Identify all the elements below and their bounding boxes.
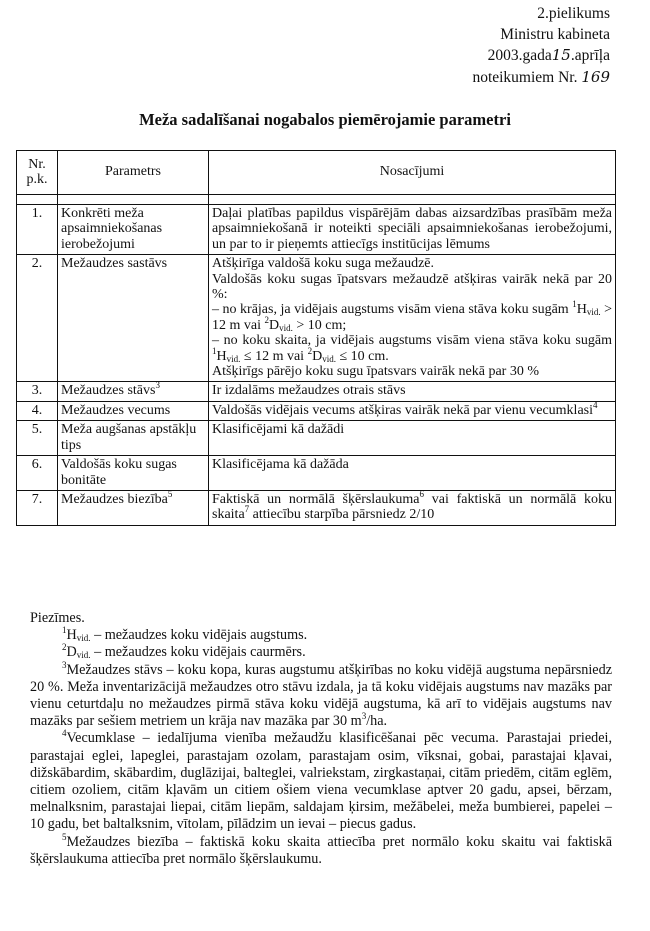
header-parameter: Parametrs (58, 151, 209, 195)
regulation-number: noteikumiem Nr. 169 (472, 67, 610, 86)
table-header-row (17, 151, 616, 195)
footnote-2: $^2D_{vid.}$ – mežaudzes koku vidējais caurmērs. (62, 642, 306, 661)
footnote-1: $^1H_{vid.}$ – mežaudzes koku vidējais augstums. (62, 625, 308, 644)
annex-header (472, 4, 610, 88)
header-nr: Nr. p.k. (17, 151, 58, 195)
table-spacer-row (17, 195, 616, 205)
table-row: 1. Konkrēti meža apsaimniekošanas ierobežojumi Daļai platības papildus vispārējām dabas aizsardzības prasībām meža apsaimniekošanā ir noteikti speciāli apsaimniekošanas ierobežojumi, un par to ir pieņemts attiecīgs institūcijas lēmums (17, 205, 616, 255)
table-row: 2. Mežaudzes sastāvs Atšķirīga valdošā koku suga mežaudzē. Valdošās koku sugas īpatsvars mežaudzē atšķiras vairāk nekā par 20 %: – no krājas, ja vidējais augstums visām viena stāva koku sugām $^1H_{vid.} > 12$ m vai $^2D_{vid.} > 10$ cm; – no koku skaita, ja vidējais augstums visām viena stāva koku sugām $^1H_{vid.} \le 12$ m vai $^2D_{vid.} \le 10$ cm. Atšķirīgs pārējo koku sugu īpatsvars vairāk nekā par 30 % (17, 255, 616, 382)
parameters-table (16, 150, 616, 526)
handwritten-number: 169 (581, 67, 610, 86)
issuer: Ministru kabineta (500, 25, 610, 43)
notes-heading: Piezīmes. (30, 610, 85, 626)
table-row: 4. Mežaudzes vecums Valdošās vidējais vecums atšķiras vairāk nekā par vienu vecumklasi$^4$ (17, 401, 616, 420)
table-row: 5. Meža augšanas apstākļu tips Klasificējami kā dažādi (17, 421, 616, 456)
header-notes: Nosacījumi (209, 151, 616, 195)
handwritten-day: 15 (551, 46, 571, 64)
document-title: Meža sadalīšanai nogabalos piemērojamie parametri (139, 110, 511, 129)
footnotes (30, 610, 612, 868)
annex-number: 2.pielikums (537, 5, 610, 22)
table-row: 6. Valdošās koku sugas bonitāte Klasificējama kā dažāda (17, 456, 616, 491)
footnote-4: $^4$Vecumklase – iedalījuma vienība mežaudžu klasificēšanai pēc vecuma. Parastajai priedei, parastajai eglei, lapeglei, parastajam ozolam, parastajam osim, vīksnai, gobai, parastajai kļavai, dižskābardim, skābardim, duglāzijai, balteglei, valriekstam, zirgkastaņai, citām priedēm, citām eglēm, citiem ozoliem, citām kļavām un citiem ošiem viena vecumklase aptver 20 gadu, apsei, bērzam, melnalksnim, parastajai liepai, citām liepām, saldajam ķirsim, mežābelei, meža bumbierei, papelei – 10 gadu, bet baltalksnim, vītolam, pīlādzim un ievai – piecus gadus. (30, 728, 612, 833)
regulation-date: 2003.gada15.aprīļa (487, 46, 610, 64)
footnote-5: $^5$Mežaudzes biezība – faktiskā koku skaita attiecība pret normālo koku skaitu vai faktiskā šķērslaukuma attiecība pret normālo šķērslaukumu. (30, 831, 612, 867)
table-row: 7. Mežaudzes biezība$^5$ Faktiskā un normālā šķērslaukuma$^6$ vai faktiskā un normālā koku skaita$^7$ attiecību starpība pārsniedz 2/10 (17, 490, 616, 525)
table-row: 3. Mežaudzes stāvs$^3$ Ir izdalāms mežaudzes otrais stāvs (17, 382, 616, 401)
footnote-3: $^3$Mežaudzes stāvs – koku kopa, kuras augstumu atšķirības no koku vidējā augstuma nepārsniedz 20 %. Meža inventarizācijā mežaudzes otro stāvu izdala, ja tā koku vidējais augstums nav mazāks par vienu ceturtdaļu no mežaudzes pirmā stāva koku vidējā augstuma, kā arī to vidējais augstums nav mazāks par sešiem metriem un krāja nav mazāka par 30 $m^3/ha$. (30, 659, 612, 730)
